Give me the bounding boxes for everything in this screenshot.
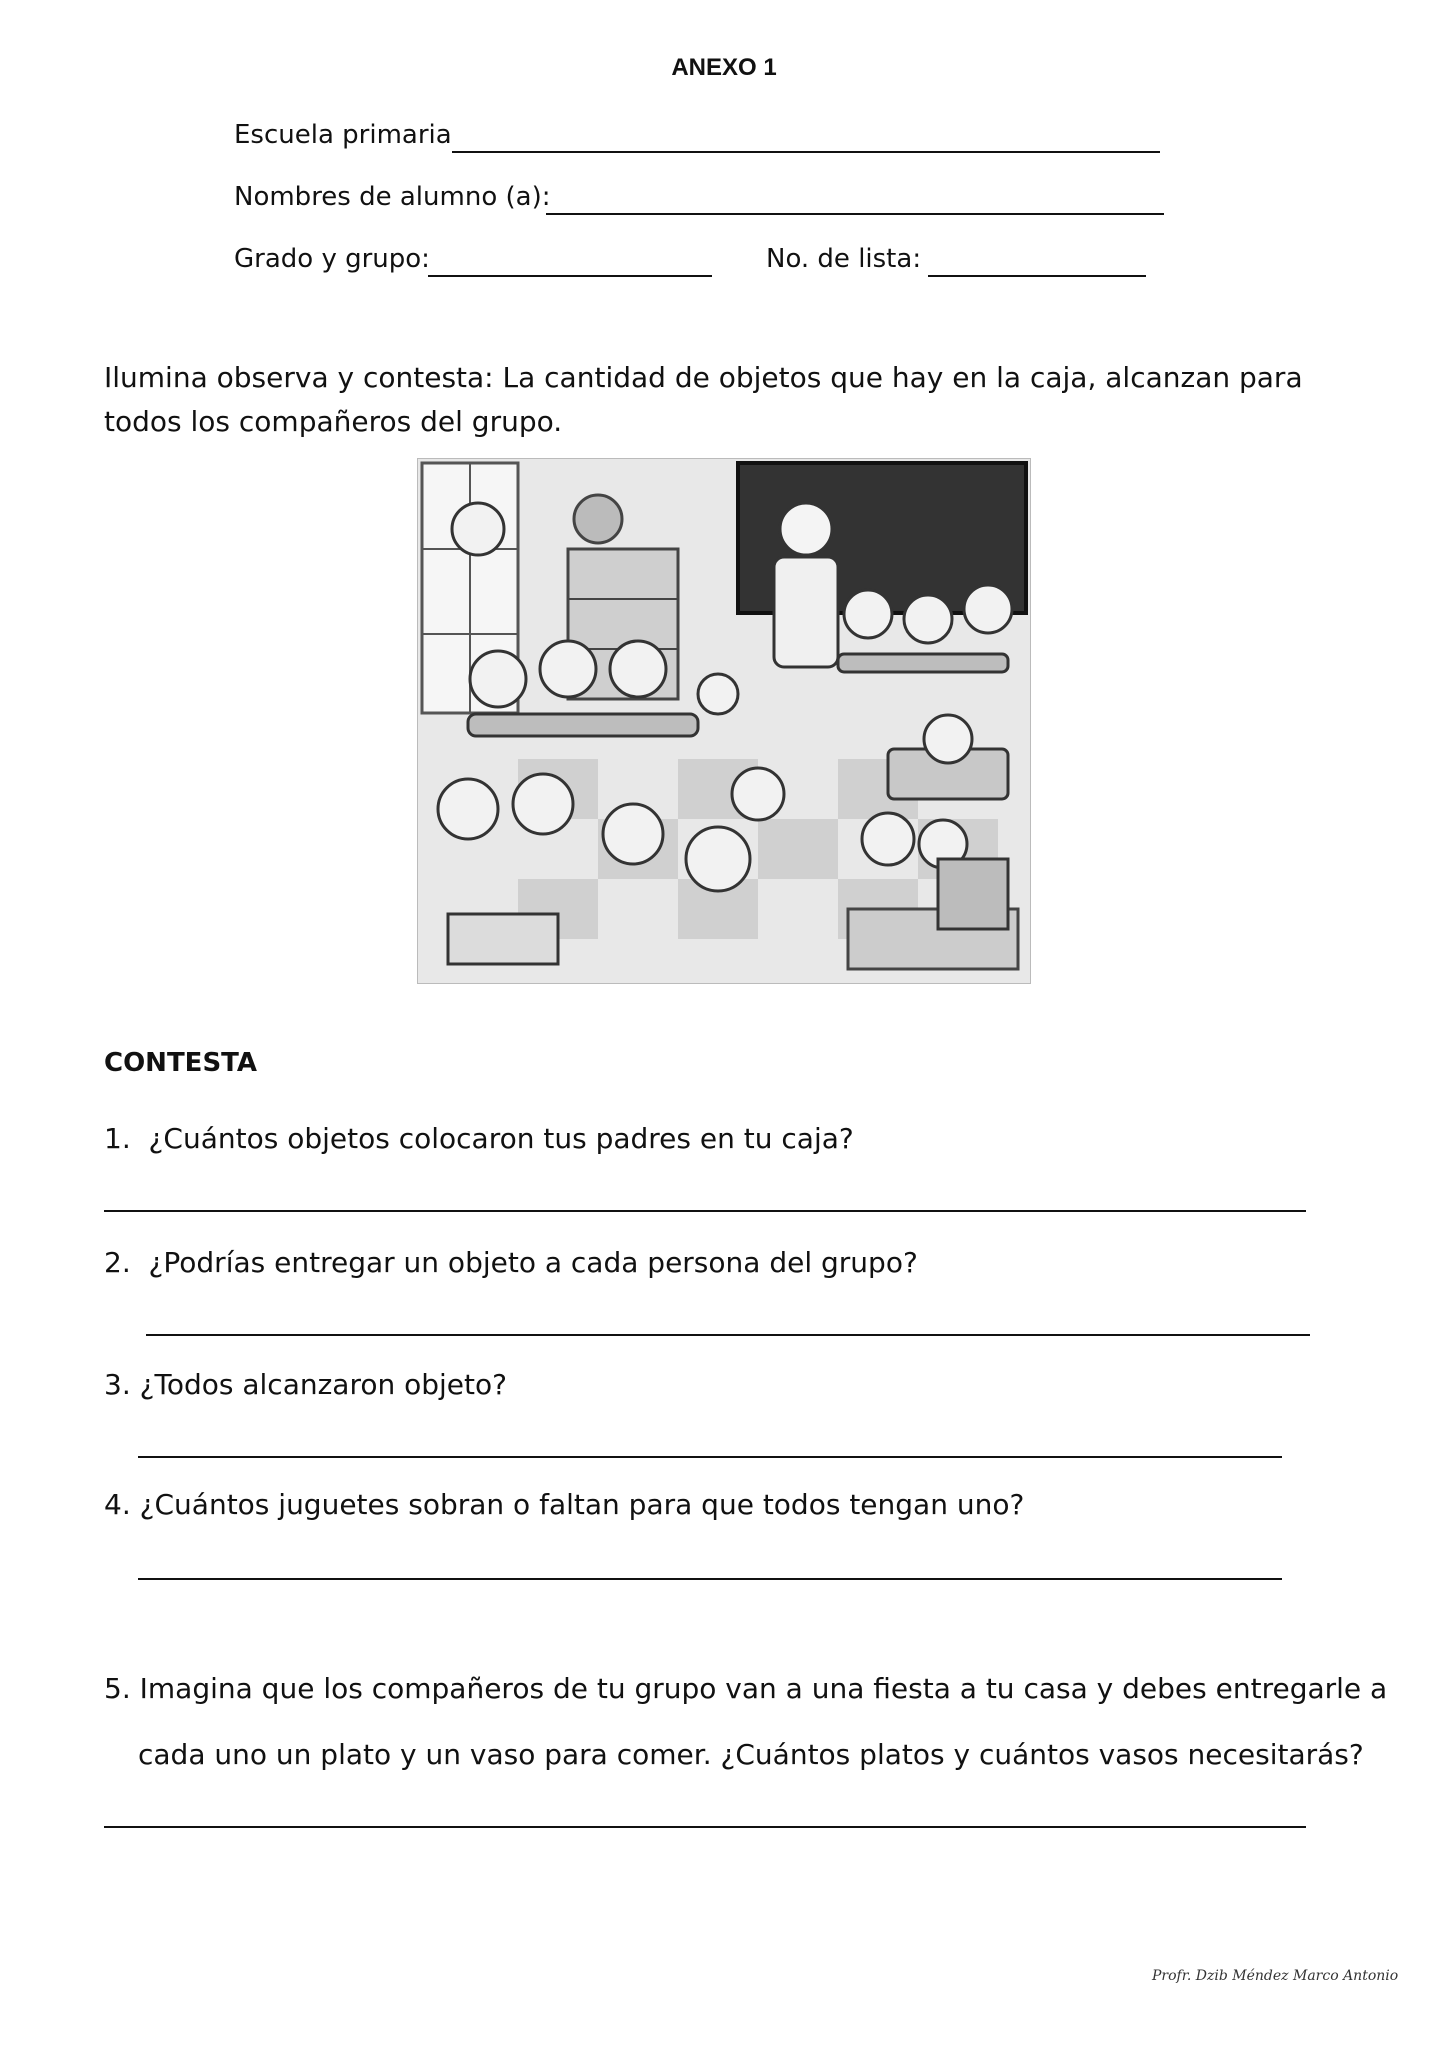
- answer-line-5[interactable]: [104, 1826, 1306, 1828]
- question-text-line-1: Imagina que los compañeros de tu grupo van a una fiesta a tu casa y debes entregarle a: [139, 1672, 1388, 1705]
- question-number: 1.: [104, 1122, 131, 1155]
- question-5-continuation: cada uno un plato y un vaso para comer. ¿Cuántos platos y cuántos vasos necesitarás?: [138, 1738, 1364, 1771]
- question-number: 5.: [104, 1672, 131, 1705]
- student-name-field-line[interactable]: [546, 213, 1164, 215]
- instruction-text: Ilumina observa y contesta: La cantidad de objetos que hay en la caja, alcanzan para todos los compañeros del grupo.: [104, 361, 1303, 438]
- question-text: ¿Cuántos juguetes sobran o faltan para que todos tengan uno?: [139, 1488, 1025, 1521]
- answer-line-3[interactable]: [138, 1456, 1282, 1458]
- section-heading: CONTESTA: [104, 1048, 258, 1078]
- question-3: [104, 1368, 507, 1401]
- question-5: [104, 1672, 1387, 1705]
- answer-line-1[interactable]: [104, 1210, 1306, 1212]
- classroom-illustration: [417, 458, 1031, 984]
- answer-line-2[interactable]: [146, 1334, 1310, 1336]
- answer-line-4[interactable]: [138, 1578, 1282, 1580]
- list-number-label: No. de lista:: [766, 244, 922, 274]
- student-name-label: Nombres de alumno (a):: [234, 182, 551, 212]
- author-signature: Profr. Dzib Méndez Marco Antonio: [1152, 1968, 1399, 1984]
- classroom-drawing: [418, 459, 1030, 983]
- question-text: ¿Cuántos objetos colocaron tus padres en tu caja?: [148, 1122, 854, 1155]
- question-number: 3.: [104, 1368, 131, 1401]
- page-title: ANEXO 1: [671, 54, 777, 81]
- school-field-line[interactable]: [452, 151, 1160, 153]
- question-text: ¿Podrías entregar un objeto a cada persona del grupo?: [148, 1246, 918, 1279]
- question-number: 4.: [104, 1488, 131, 1521]
- list-number-field-line[interactable]: [928, 275, 1146, 277]
- question-number: 2.: [104, 1246, 131, 1279]
- grade-group-label: Grado y grupo:: [234, 244, 430, 274]
- question-4: [104, 1488, 1024, 1521]
- question-2: [104, 1246, 918, 1279]
- question-text: ¿Todos alcanzaron objeto?: [139, 1368, 508, 1401]
- school-label: Escuela primaria: [234, 120, 452, 150]
- grade-group-field-line[interactable]: [428, 275, 712, 277]
- question-1: [104, 1122, 854, 1155]
